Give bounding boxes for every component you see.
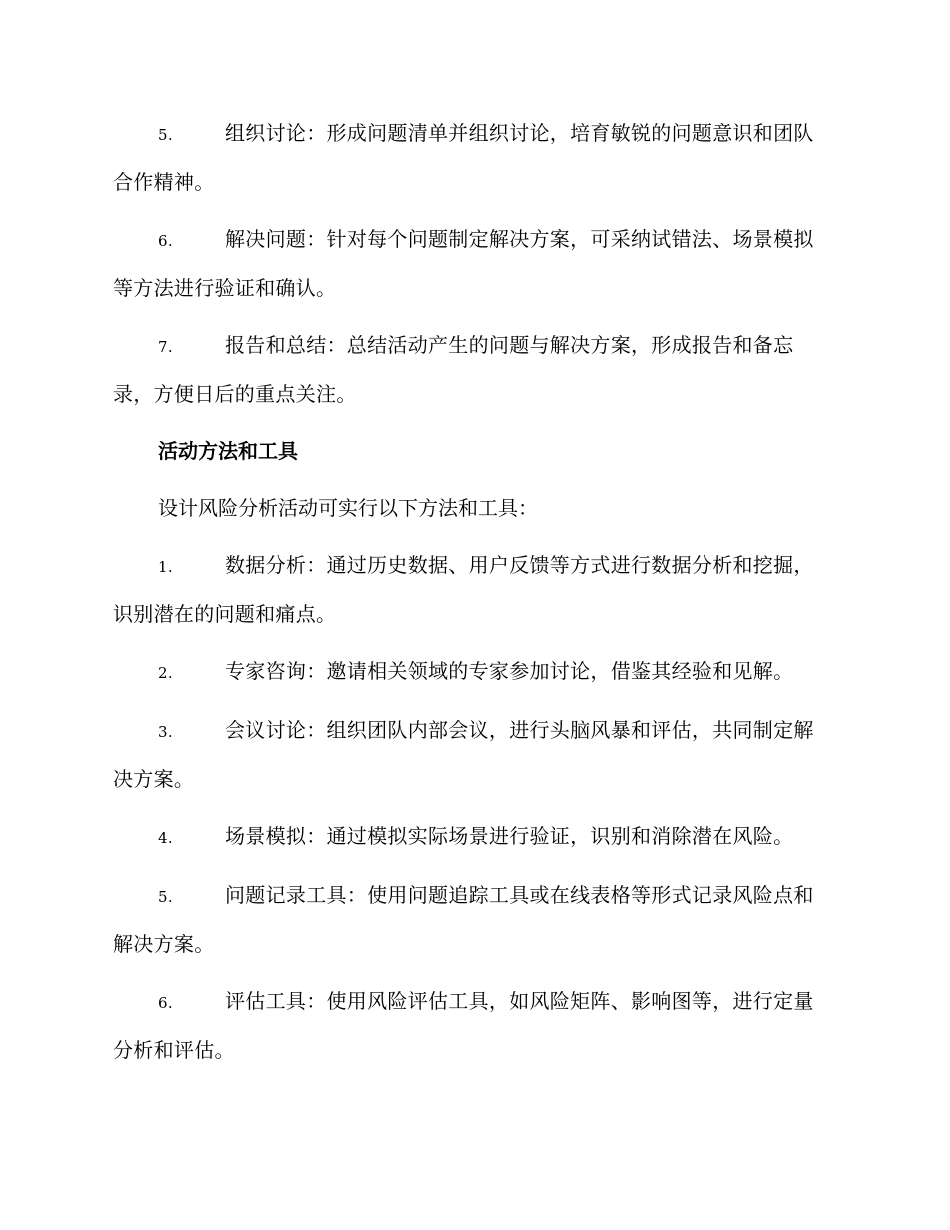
list-item <box>113 978 832 1074</box>
list-item <box>113 707 832 803</box>
list-item <box>113 216 832 312</box>
item-number: 5. <box>158 888 173 906</box>
item-text: 评估工具：使用风险评估工具，如风险矩阵、影响图等，进行定量分析和评估。 <box>113 989 814 1062</box>
intro-paragraph: 设计风险分析活动可实行以下方法和工具： <box>158 496 538 520</box>
list-item <box>113 322 832 418</box>
item-number: 3. <box>158 723 173 741</box>
item-number: 7. <box>158 338 173 356</box>
item-number: 6. <box>158 232 173 250</box>
item-number: 2. <box>158 664 173 682</box>
item-text: 解决问题：针对每个问题制定解决方案，可采纳试错法、场景模拟等方法进行验证和确认。 <box>113 227 814 300</box>
list-item <box>113 648 832 697</box>
item-number: 4. <box>158 829 173 847</box>
item-text: 数据分析：通过历史数据、用户反馈等方式进行数据分析和挖掘，识别潜在的问题和痛点。 <box>113 553 814 626</box>
list-item <box>113 542 832 638</box>
item-text: 报告和总结：总结活动产生的问题与解决方案，形成报告和备忘录，方便日后的重点关注。 <box>113 333 794 406</box>
item-text: 会议讨论：组织团队内部会议，进行头脑风暴和评估，共同制定解决方案。 <box>113 718 814 791</box>
section-heading: 活动方法和工具 <box>158 439 298 463</box>
item-number: 1. <box>158 558 173 576</box>
item-text: 场景模拟：通过模拟实际场景进行验证，识别和消除潜在风险。 <box>225 824 794 848</box>
item-text: 问题记录工具：使用问题追踪工具或在线表格等形式记录风险点和解决方案。 <box>113 883 814 956</box>
item-text: 组织讨论：形成问题清单并组织讨论，培育敏锐的问题意识和团队合作精神。 <box>113 121 814 194</box>
list-item <box>113 813 832 862</box>
item-text: 专家咨询：邀请相关领域的专家参加讨论，借鉴其经验和见解。 <box>225 659 794 683</box>
item-number: 6. <box>158 994 173 1012</box>
list-item <box>113 872 832 968</box>
item-number: 5. <box>158 126 173 144</box>
list-item <box>113 110 832 206</box>
